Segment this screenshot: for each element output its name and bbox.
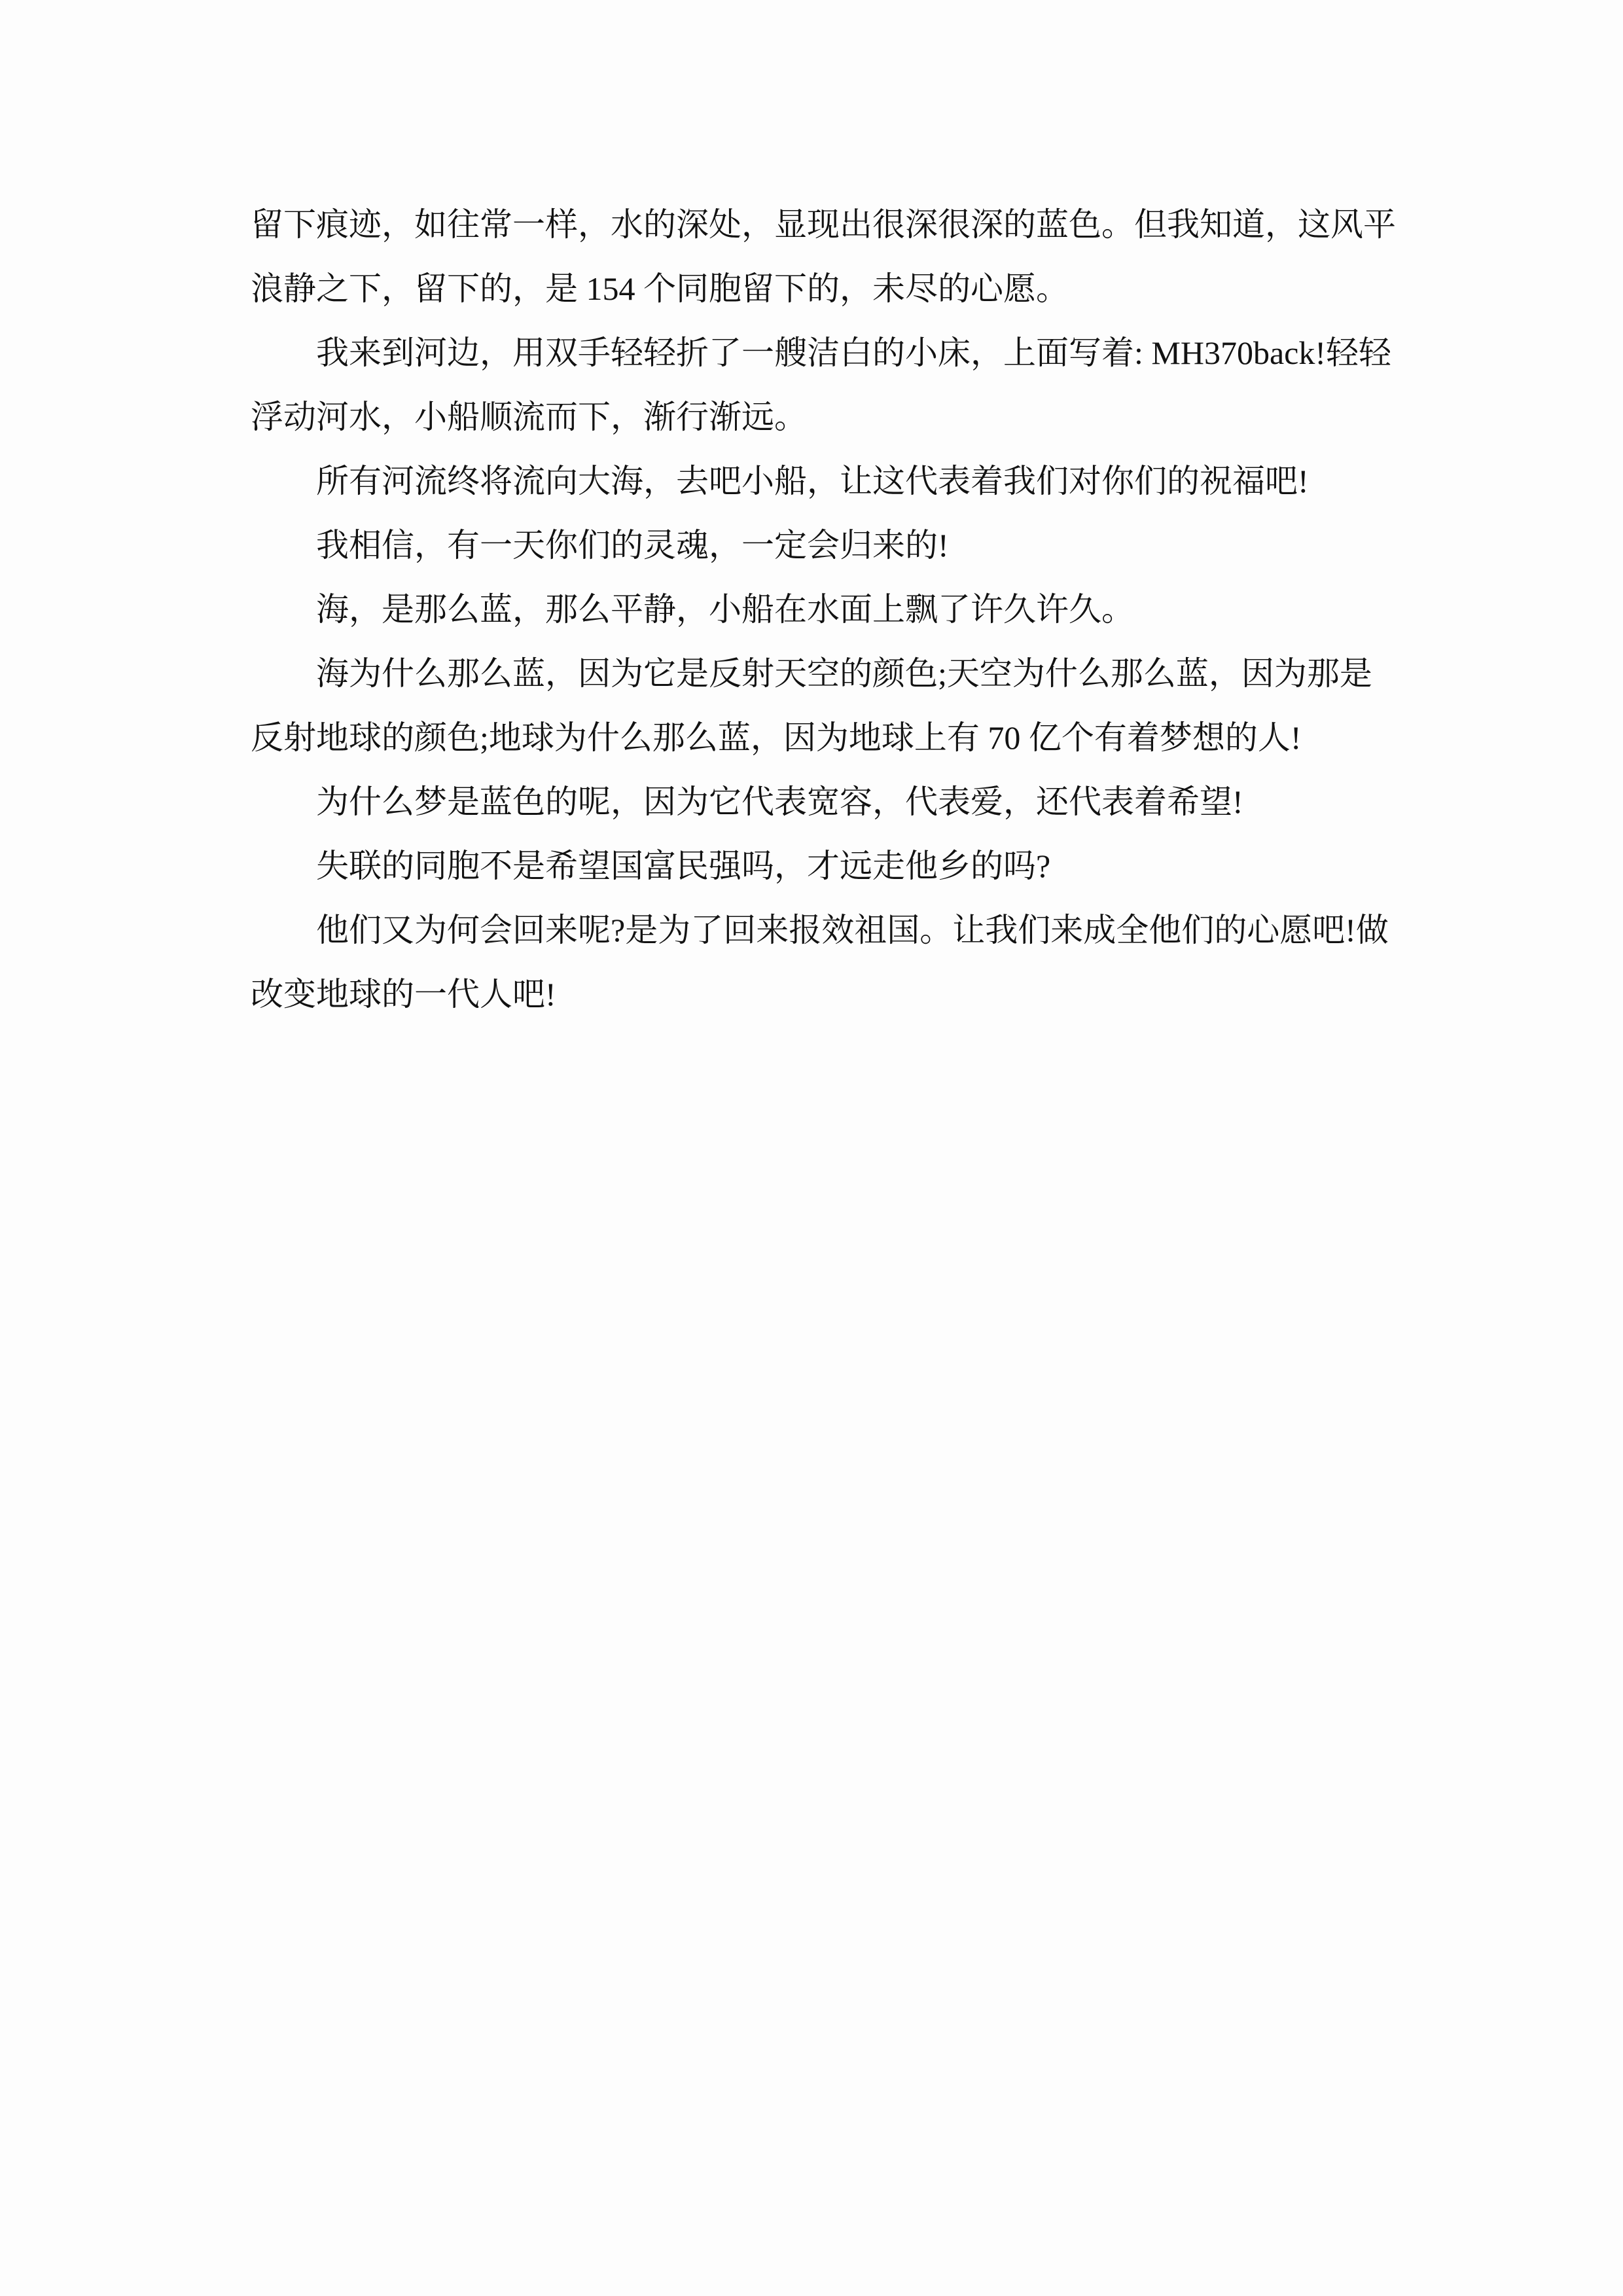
text-line: 反射地球的颜色;地球为什么那么蓝，因为地球上有 70 亿个有着梦想的人!: [251, 719, 1302, 756]
text-line: 浮动河水，小船顺流而下，渐行渐远。: [251, 399, 807, 435]
text-line: 所有河流终将流向大海，去吧小船，让这代表着我们对你们的祝福吧!: [316, 463, 1309, 499]
text-block: [251, 192, 1419, 1026]
text-line: 为什么梦是蓝色的呢，因为它代表宽容，代表爱，还代表着希望!: [316, 783, 1243, 820]
text-line: 留下痕迹，如往常一样，水的深处，显现出很深很深的蓝色。但我知道，这风平: [251, 206, 1396, 243]
text-line: 浪静之下，留下的，是 154 个同胞留下的，未尽的心愿。: [251, 270, 1069, 307]
text-line: 改变地球的一代人吧!: [251, 976, 556, 1013]
text-line: 海为什么那么蓝，因为它是反射天空的颜色;天空为什么那么蓝，因为那是: [316, 655, 1372, 692]
text-line: 我来到河边，用双手轻轻折了一艘洁白的小床，上面写着: MH370back!轻轻: [316, 334, 1391, 371]
text-line: 我相信，有一天你们的灵魂，一定会归来的!: [316, 527, 949, 564]
text-line: 海，是那么蓝，那么平静，小船在水面上飘了许久许久。: [316, 591, 1134, 628]
text-line: 他们又为何会回来呢?是为了回来报效祖国。让我们来成全他们的心愿吧!做: [316, 912, 1389, 948]
text-line: 失联的同胞不是希望国富民强吗，才远走他乡的吗?: [316, 848, 1051, 884]
